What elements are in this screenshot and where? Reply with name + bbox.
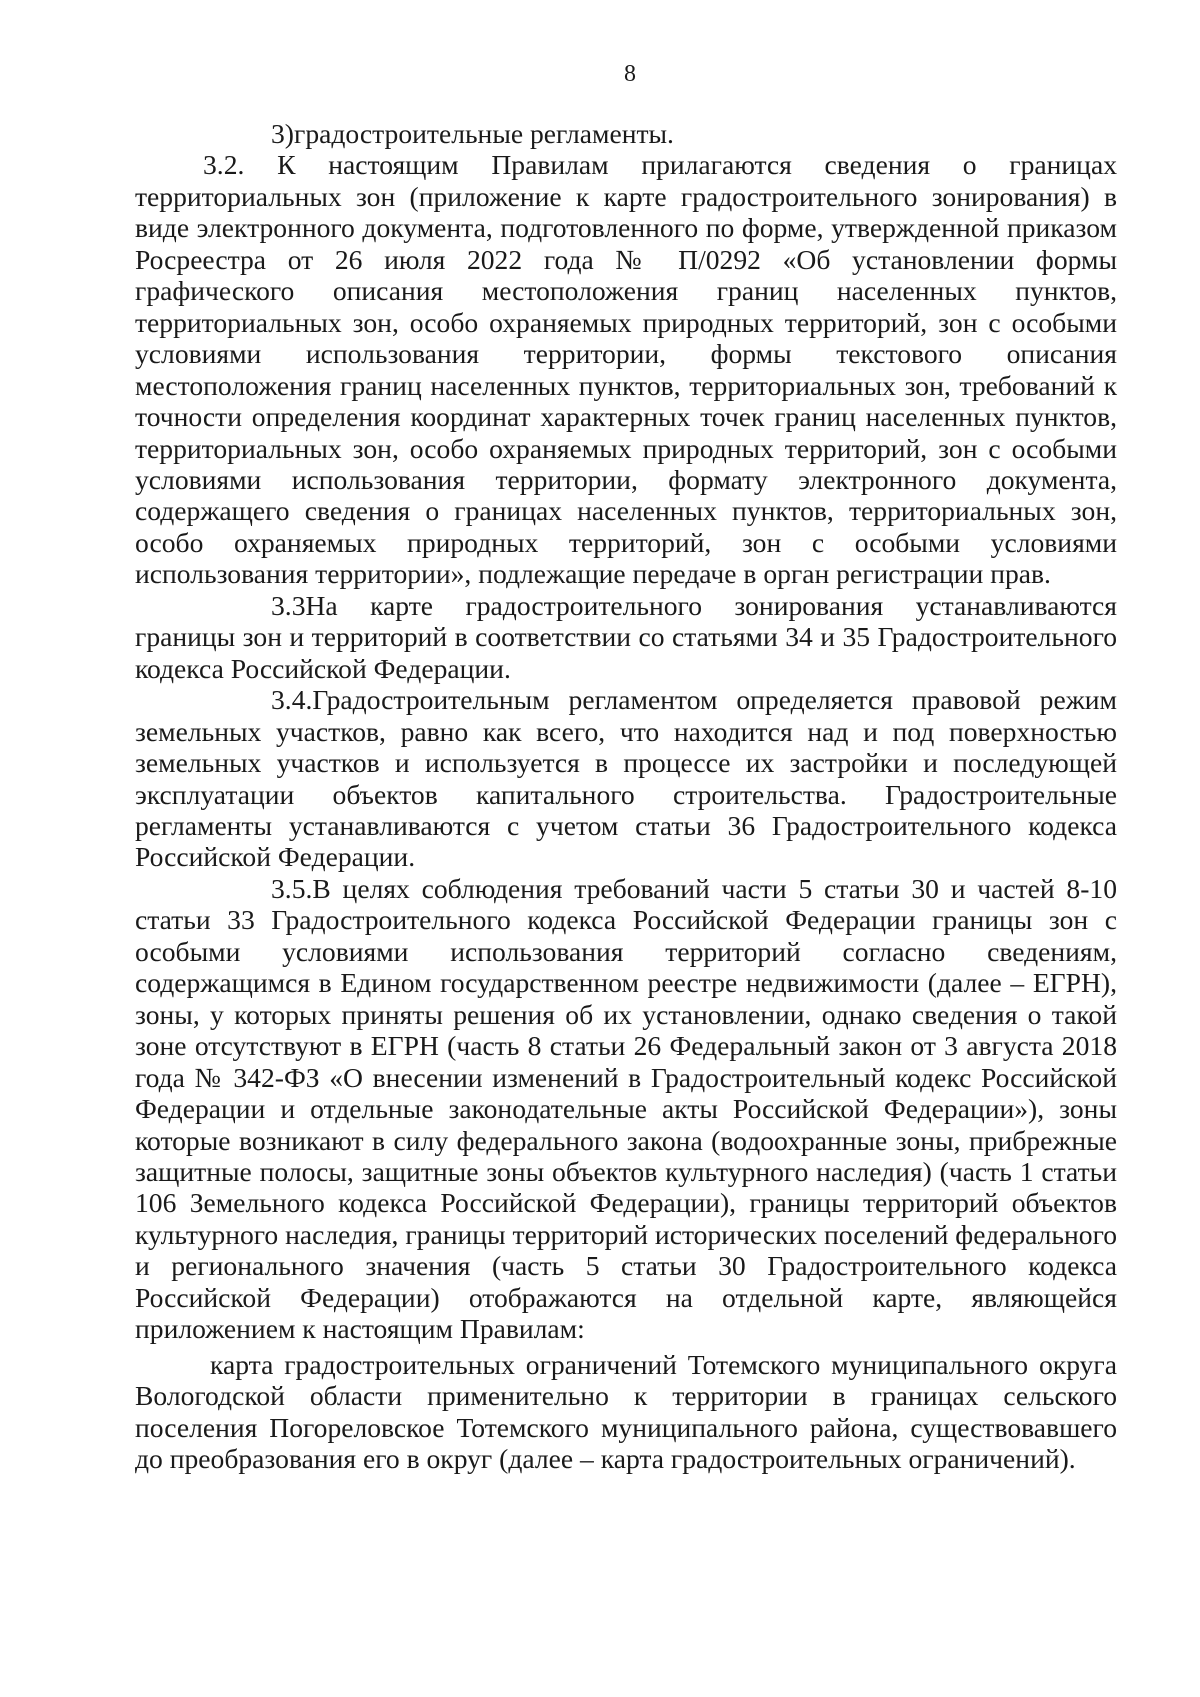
- paragraph-number: 3.4.: [271, 684, 313, 716]
- paragraph-3-3: [135, 590, 1117, 684]
- list-item-text: градостроительные регламенты.: [294, 118, 674, 149]
- paragraph-number: 3.5.: [271, 872, 313, 904]
- paragraph-text: В целях соблюдения требований части 5 статьи 30 и частей 8-10 статьи 33 Градостроительного кодекса Российской Федерации границы зон с особыми условиями использования территорий согласно сведениям, содержащимся в Едином государственном реестре недвижимости (далее – ЕГРН), зоны, у которых приняты решения об их установлении, однако сведения о такой зоне отсутствуют в ЕГРН (часть 8 статьи 26 Федеральный закон от 3 августа 2018 года № 342-ФЗ «О внесении изменений в Градостроительный кодекс Российской Федерации и отдельные законодательные акты Российской Федерации»), зоны которые возникают в силу федерального закона (водоохранные зоны, прибрежные защитные полосы, защитные зоны объектов культурного наследия) (часть 1 статьи 106 Земельного кодекса Российской Федерации), границы территорий объектов культурного наследия, границы территорий исторических поселений федерального и регионального значения (часть 5 статьи 30 Градостроительного кодекса Российской Федерации) отображаются на отдельной карте, являющейся приложением к настоящим Правилам:: [135, 872, 1117, 1345]
- paragraph-3-5: [135, 873, 1117, 1345]
- paragraph-text: На карте градостроительного зонирования устанавливаются границы зон и территорий в соответствии со статьями 34 и 35 Градостроительного кодекса Российской Федерации.: [135, 589, 1117, 684]
- list-item-number: 3): [271, 118, 294, 149]
- paragraph-map-list-item: карта градостроительных ограничений Тотемского муниципального округа Вологодской области применительно к территории в границах сельского поселения Погореловское Тотемского муниципального района, существовавшего до преобразования его в округ (далее – карта градостроительных ограничений).: [135, 1348, 1117, 1475]
- paragraph-3-4: [135, 684, 1117, 873]
- paragraph-3-2: 3.2. К настоящим Правилам прилагаются сведения о границах территориальных зон (приложение к карте градостроительного зонирования) в виде электронного документа, подготовленного по форме, утвержденной приказом Росреестра от 26 июля 2022 года № П/0292 «Об установлении формы графического описания местоположения границ населенных пунктов, территориальных зон, особо охраняемых природных территорий, зон с особыми условиями использования территории, формы текстового описания местоположения границ населенных пунктов, территориальных зон, требований к точности определения координат характерных точек границ населенных пунктов, территориальных зон, особо охраняемых природных территорий, зон с особыми условиями использования территории, формату электронного документа, содержащего сведения о границах населенных пунктов, территориальных зон, особо охраняемых природных территорий, зон с особыми условиями использования территории», подлежащие передаче в орган регистрации прав.: [135, 149, 1117, 590]
- paragraph-text: Градостроительным регламентом определяется правовой режим земельных участков, равно как всего, что находится над и под поверхностью земельных участков и используется в процессе их застройки и последующей эксплуатации объектов капитального строительства. Градостроительные регламенты устанавливаются с учетом статьи 36 Градостроительного кодекса Российской Федерации.: [135, 684, 1117, 873]
- paragraph-number: 3.3: [271, 589, 306, 621]
- page-number: 8: [624, 61, 636, 87]
- document-body: [135, 118, 1117, 1474]
- list-item-3: [135, 118, 1117, 149]
